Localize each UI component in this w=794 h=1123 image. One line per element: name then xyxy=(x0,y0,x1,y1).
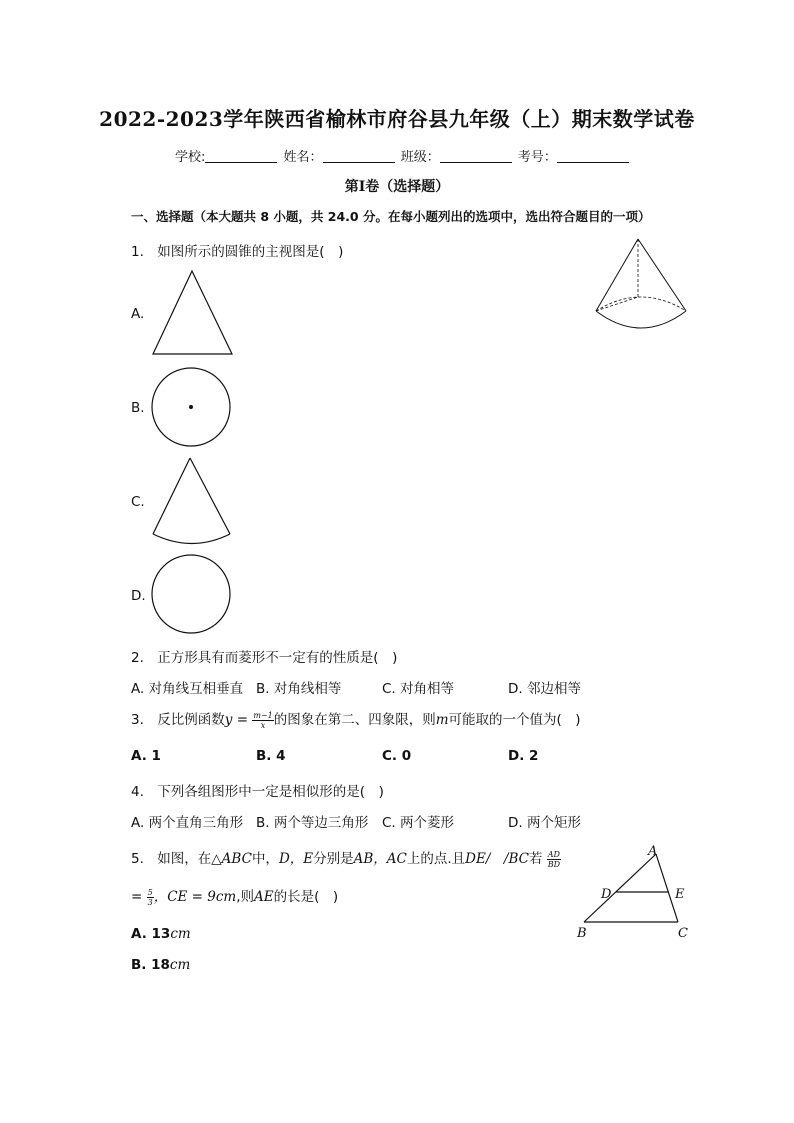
q3-option-c[interactable]: C. 0 xyxy=(382,748,412,764)
label-a: A xyxy=(648,844,658,859)
exam-no-blank[interactable] xyxy=(557,150,629,163)
question-number: 3. xyxy=(131,712,144,728)
fraction-numerator: AD xyxy=(547,849,560,859)
class-label: 班级： xyxy=(400,150,440,165)
option-d-circle[interactable] xyxy=(148,553,234,637)
question-text: 下列各组图形中一定是相似形的是( ) xyxy=(157,784,384,800)
question-number: 1. xyxy=(131,244,144,260)
q4-option-c[interactable]: C. 两个菱形 xyxy=(382,815,455,831)
question-5 xyxy=(131,847,561,869)
q3-option-d[interactable]: D. 2 xyxy=(508,748,539,764)
q5-text-5: 若 xyxy=(528,851,543,867)
question-text-after: 可能取的一个值为( ) xyxy=(448,712,581,728)
q5-option-b[interactable] xyxy=(131,957,190,973)
q1-option-b-label[interactable]: B. xyxy=(131,400,145,416)
class-blank[interactable] xyxy=(440,150,512,163)
section-title: 一、选择题（本大题共 8 小题，共 24.0 分。在每小题列出的选项中，选出符合题目的一项） xyxy=(131,209,651,224)
fraction-numerator: 5 xyxy=(147,887,153,897)
fraction-denominator: BD xyxy=(547,859,560,869)
option-a-triangle[interactable] xyxy=(150,268,236,358)
q5-option-a[interactable] xyxy=(131,926,191,942)
q2-option-c[interactable]: C. 对角相等 xyxy=(382,681,455,697)
q2-option-a[interactable]: A. 对角线互相垂直 xyxy=(131,681,244,697)
fraction-denominator: 3 xyxy=(147,897,153,907)
question-text: 正方形具有而菱形不一定有的性质是( ) xyxy=(157,650,398,666)
q2-option-b[interactable]: B. 对角线相等 xyxy=(256,681,342,697)
q5-text-6: ,则 xyxy=(236,889,255,905)
q5-option-b-unit: cm xyxy=(169,957,191,973)
q1-option-c-label[interactable]: C. xyxy=(131,494,145,510)
q2-option-d[interactable]: D. 邻边相等 xyxy=(508,681,581,697)
label-e: E xyxy=(675,887,685,902)
question-text-before: 反比例函数 xyxy=(157,712,225,728)
function-y: y = xyxy=(224,712,249,728)
triangle-figure xyxy=(574,842,698,942)
q4-option-a[interactable]: A. 两个直角三角形 xyxy=(131,815,244,831)
q1-option-a-label[interactable]: A. xyxy=(131,306,145,322)
fraction-5-3 xyxy=(147,888,154,907)
fraction xyxy=(252,711,273,730)
label-b: B xyxy=(577,926,587,941)
q5-text-3: 分别是 xyxy=(313,851,354,867)
q5-text-7: 的长是( ) xyxy=(273,889,339,905)
fraction-ad-bd xyxy=(547,850,561,869)
q5-option-b-text: B. 18 xyxy=(131,957,170,973)
q1-option-d-label[interactable]: D. xyxy=(131,588,146,604)
option-b-circle-dot[interactable] xyxy=(148,366,234,450)
page-title: 2022-2023学年陕西省榆林市府谷县九年级（上）期末数学试卷 xyxy=(99,107,695,131)
q4-option-d[interactable]: D. 两个矩形 xyxy=(508,815,581,831)
q5-text-1: 如图，在 xyxy=(157,851,212,867)
question-5-line-2 xyxy=(131,885,338,907)
equals-sign: = xyxy=(131,889,143,905)
question-3 xyxy=(131,708,581,730)
school-label: 学校: xyxy=(175,150,206,165)
name-blank[interactable] xyxy=(323,150,395,163)
student-info-line xyxy=(175,146,631,165)
q5-text-2: 中， xyxy=(251,851,279,867)
var-m: m xyxy=(435,712,449,728)
fraction-denominator: x xyxy=(260,720,266,730)
option-c-sector[interactable] xyxy=(148,455,234,549)
label-d: D xyxy=(601,887,612,902)
q3-option-b[interactable]: B. 4 xyxy=(256,748,286,764)
question-text: 如图所示的圆锥的主视图是( ) xyxy=(157,244,344,260)
q5-option-a-text: A. 13 xyxy=(131,926,171,942)
question-text-mid: 的图象在第二、四象限，则 xyxy=(273,712,436,728)
fraction-numerator: m−1 xyxy=(253,710,273,720)
segment-ae: AE xyxy=(254,889,274,905)
label-c: C xyxy=(678,926,688,941)
q4-option-b[interactable]: B. 两个等边三角形 xyxy=(256,815,369,831)
question-number: 4. xyxy=(131,784,144,800)
question-2 xyxy=(131,646,397,666)
cone-figure xyxy=(590,235,694,335)
de-parallel-bc: DE/ /BC xyxy=(465,851,529,867)
question-number: 2. xyxy=(131,650,144,666)
q5-text-4: 上的点.且 xyxy=(406,851,466,867)
name-label: 姓名： xyxy=(283,150,323,165)
exam-no-label: 考号： xyxy=(517,150,557,165)
sides-ab-ac: AB，AC xyxy=(353,851,407,867)
triangle-abc: △ABC xyxy=(211,851,252,867)
q3-option-a[interactable]: A. 1 xyxy=(131,748,161,764)
question-number: 5. xyxy=(131,851,144,867)
school-blank[interactable] xyxy=(205,150,277,163)
q5-option-a-unit: cm xyxy=(170,926,191,942)
question-1 xyxy=(131,240,343,260)
part-title: 第I卷（选择题） xyxy=(344,179,450,195)
points-de: D，E xyxy=(278,851,314,867)
ce-equation: ，CE = 9cm xyxy=(153,889,237,905)
question-4 xyxy=(131,780,384,800)
